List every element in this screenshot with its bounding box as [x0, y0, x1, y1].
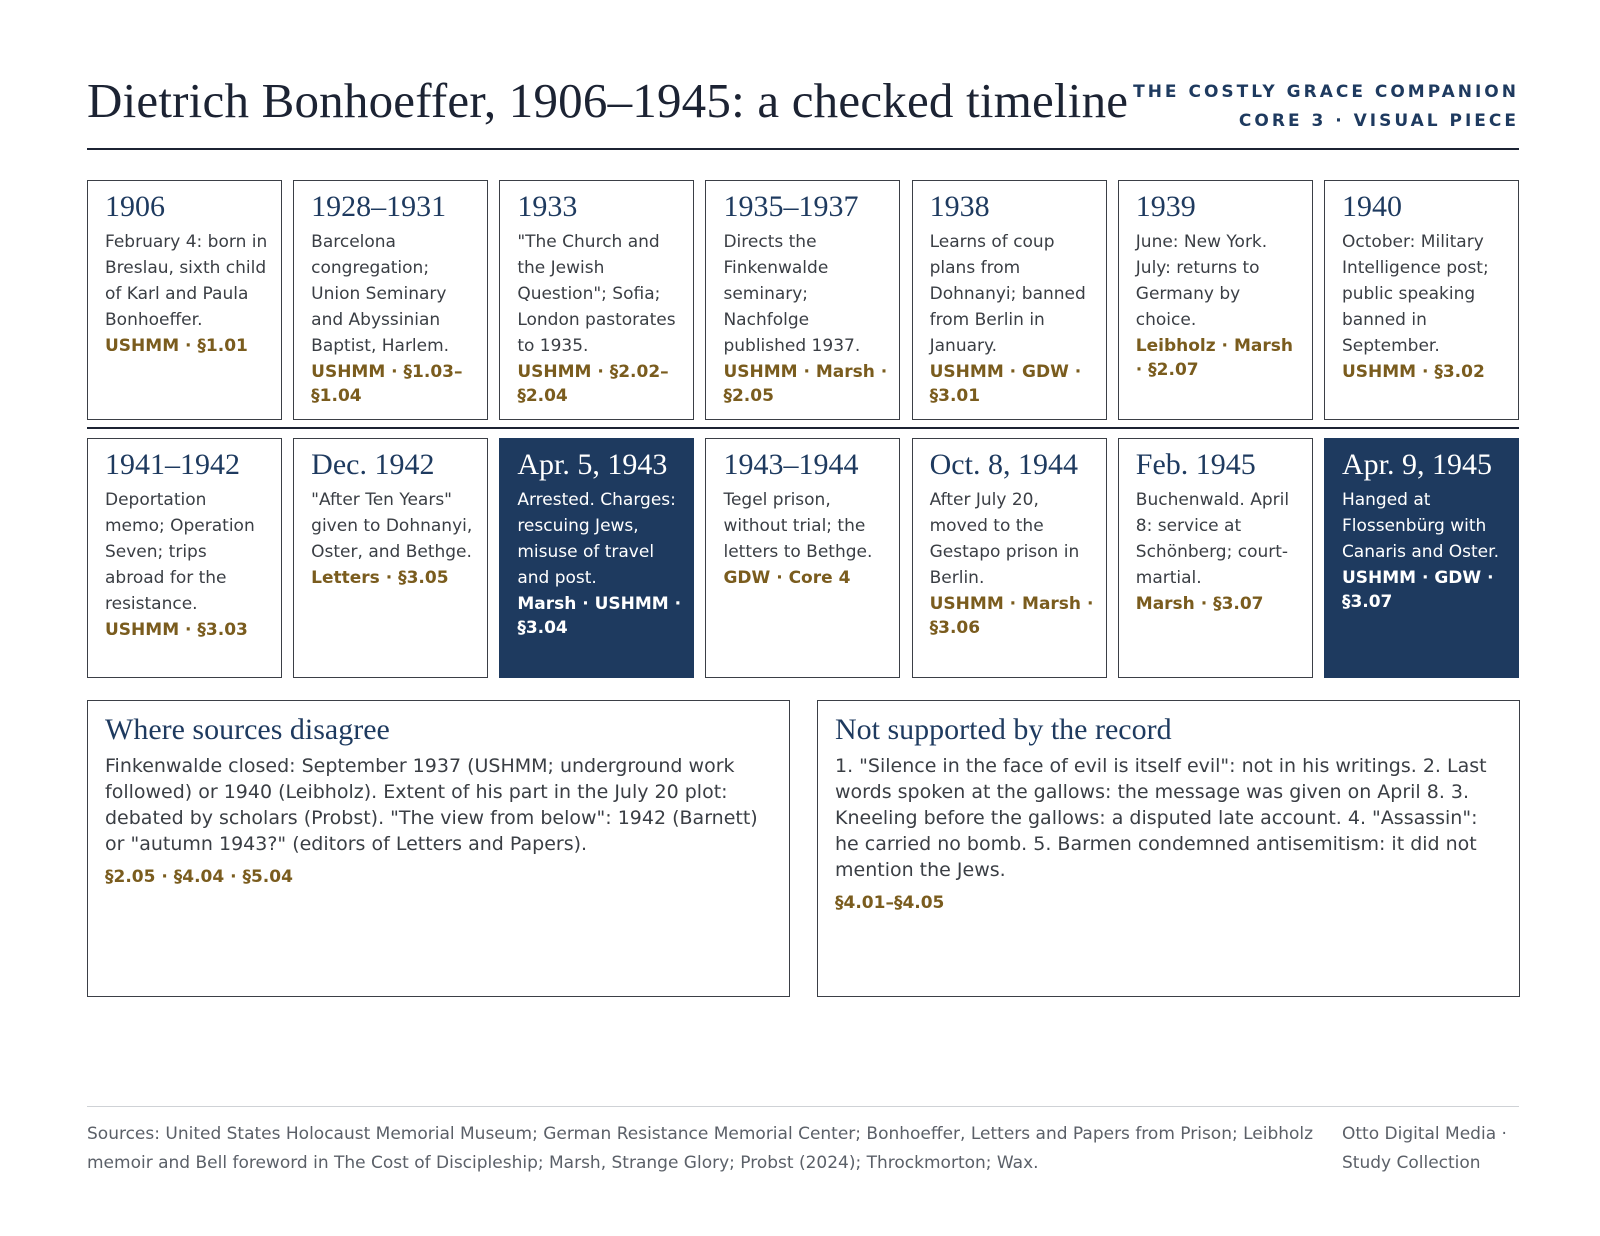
card-date: Oct. 8, 1944 [929, 448, 1078, 481]
card-description: Hanged at Flossenbürg with Canaris and Oster. [1341, 490, 1499, 562]
card-description: June: New York. July: returns to Germany by choice. [1135, 232, 1268, 330]
card-citation: USHMM · §3.02 [1341, 362, 1485, 382]
timeline-card [705, 180, 900, 420]
card-description: Barcelona congregation; Union Seminary and Abyssinian Baptist, Harlem. [311, 232, 450, 356]
card-citation: Marsh · USHMM · §3.04 [517, 594, 682, 638]
card-description: "The Church and the Jewish Question"; Sofia; London pastorates to 1935. [517, 232, 676, 356]
card-description: Learns of coup plans from Dohnanyi; banned from Berlin in January. [929, 232, 1086, 356]
card-date: Feb. 1945 [1135, 448, 1256, 481]
card-date: Apr. 9, 1945 [1341, 448, 1492, 481]
card-date: 1939 [1135, 190, 1196, 223]
card-citation: USHMM · §1.01 [105, 336, 248, 356]
panel-heading: Where sources disagree [105, 713, 390, 746]
card-description: Arrested. Charges: rescuing Jews, misuse of travel and post. [517, 490, 676, 588]
timeline-card [293, 438, 488, 678]
kicker-line-1: THE COSTLY GRACE COMPANION [1133, 82, 1519, 102]
timeline-card [87, 438, 282, 678]
timeline-row-1 [87, 180, 1519, 420]
timeline-card [499, 180, 694, 420]
timeline-divider [87, 427, 1519, 429]
card-citation: USHMM · Marsh · §3.06 [929, 594, 1094, 638]
timeline-card [912, 438, 1107, 678]
card-date: 1941–1942 [105, 448, 240, 481]
card-date: Apr. 5, 1943 [517, 448, 668, 481]
card-date: 1935–1937 [723, 190, 859, 223]
card-description: Deportation memo; Operation Seven; trips abroad for the resistance. [105, 490, 255, 614]
credit-line: Otto Digital Media · Study Collection [1342, 1124, 1507, 1173]
page-title: Dietrich Bonhoeffer, 1906–1945: a checked timeline [87, 73, 1129, 128]
card-date: 1940 [1341, 190, 1402, 223]
card-date: 1943–1944 [723, 448, 859, 481]
not-supported-panel [817, 700, 1520, 997]
card-date: Dec. 1942 [311, 448, 435, 481]
card-citation: USHMM · §1.03–§1.04 [311, 362, 463, 406]
card-date: 1928–1931 [311, 190, 447, 223]
panel-body: Finkenwalde closed: September 1937 (USHMM; underground work followed) or 1940 (Leibholz). Extent of his part in the July 20 plot: debated by scholars (Probst). "The view from below": 1942 (Barnett) or "autumn 1943?" (editors of Letters and Papers). [105, 755, 758, 855]
timeline-row-2 [87, 438, 1519, 678]
card-citation: USHMM · §3.03 [105, 620, 248, 640]
timeline-card-highlighted [1324, 438, 1519, 678]
card-date: 1938 [929, 190, 990, 223]
panel-citation: §2.05 · §4.04 · §5.04 [105, 867, 293, 887]
timeline-card [912, 180, 1107, 420]
timeline-card [87, 180, 282, 420]
timeline-card [1324, 180, 1519, 420]
timeline-card [1118, 180, 1313, 420]
timeline-card [293, 180, 488, 420]
sources-note: Sources: United States Holocaust Memorial Museum; German Resistance Memorial Center; Bonhoeffer, Letters and Papers from Prison; Leibholz memoir and Bell foreword in The Cost of Discipleship; Marsh, Strange Glory; Probst (2024); Throckmorton; Wax. [87, 1124, 1314, 1173]
card-description: "After Ten Years" given to Dohnanyi, Oster, and Bethge. [311, 490, 473, 562]
card-citation: GDW · Core 4 [723, 568, 851, 588]
page [87, 0, 1519, 1236]
card-citation: USHMM · GDW · §3.01 [929, 362, 1082, 406]
card-description: October: Military Intelligence post; public speaking banned in September. [1341, 232, 1489, 356]
card-citation: USHMM · GDW · §3.07 [1341, 568, 1494, 612]
card-citation: Letters · §3.05 [311, 568, 449, 588]
card-citation: Marsh · §3.07 [1135, 594, 1264, 614]
card-description: Directs the Finkenwalde seminary; Nachfolge published 1937. [723, 232, 861, 356]
series-kicker [1133, 78, 1519, 136]
header-rule [87, 148, 1519, 150]
timeline-card [705, 438, 900, 678]
card-description: Buchenwald. April 8: service at Schönberg; court-martial. [1135, 490, 1290, 588]
card-description: Tegel prison, without trial; the letters to Bethge. [723, 490, 873, 562]
card-date: 1906 [105, 190, 165, 223]
card-citation: USHMM · §2.02–§2.04 [517, 362, 669, 406]
footer-rule [87, 1106, 1519, 1107]
timeline-card-highlighted [499, 438, 694, 678]
panel-heading: Not supported by the record [835, 713, 1172, 746]
card-description: After July 20, moved to the Gestapo prison in Berlin. [929, 490, 1080, 588]
timeline-card [1118, 438, 1313, 678]
card-date: 1933 [517, 190, 578, 223]
card-description: February 4: born in Breslau, sixth child of Karl and Paula Bonhoeffer. [105, 232, 268, 330]
panel-citation: §4.01–§4.05 [835, 893, 945, 913]
kicker-line-2: CORE 3 · VISUAL PIECE [1238, 111, 1519, 131]
card-citation: USHMM · Marsh · §2.05 [723, 362, 888, 406]
card-citation: Leibholz · Marsh · §2.07 [1135, 336, 1293, 380]
sources-disagree-panel [87, 700, 790, 997]
panel-body: 1. "Silence in the face of evil is itself evil": not in his writings. 2. Last words spoken at the gallows: the message was given on April 8. 3. Kneeling before the gallows: a disputed late account. 4. "Assassin": he carried no bomb. 5. Barmen condemned antisemitism: it did not mention the Jews. [835, 755, 1487, 881]
